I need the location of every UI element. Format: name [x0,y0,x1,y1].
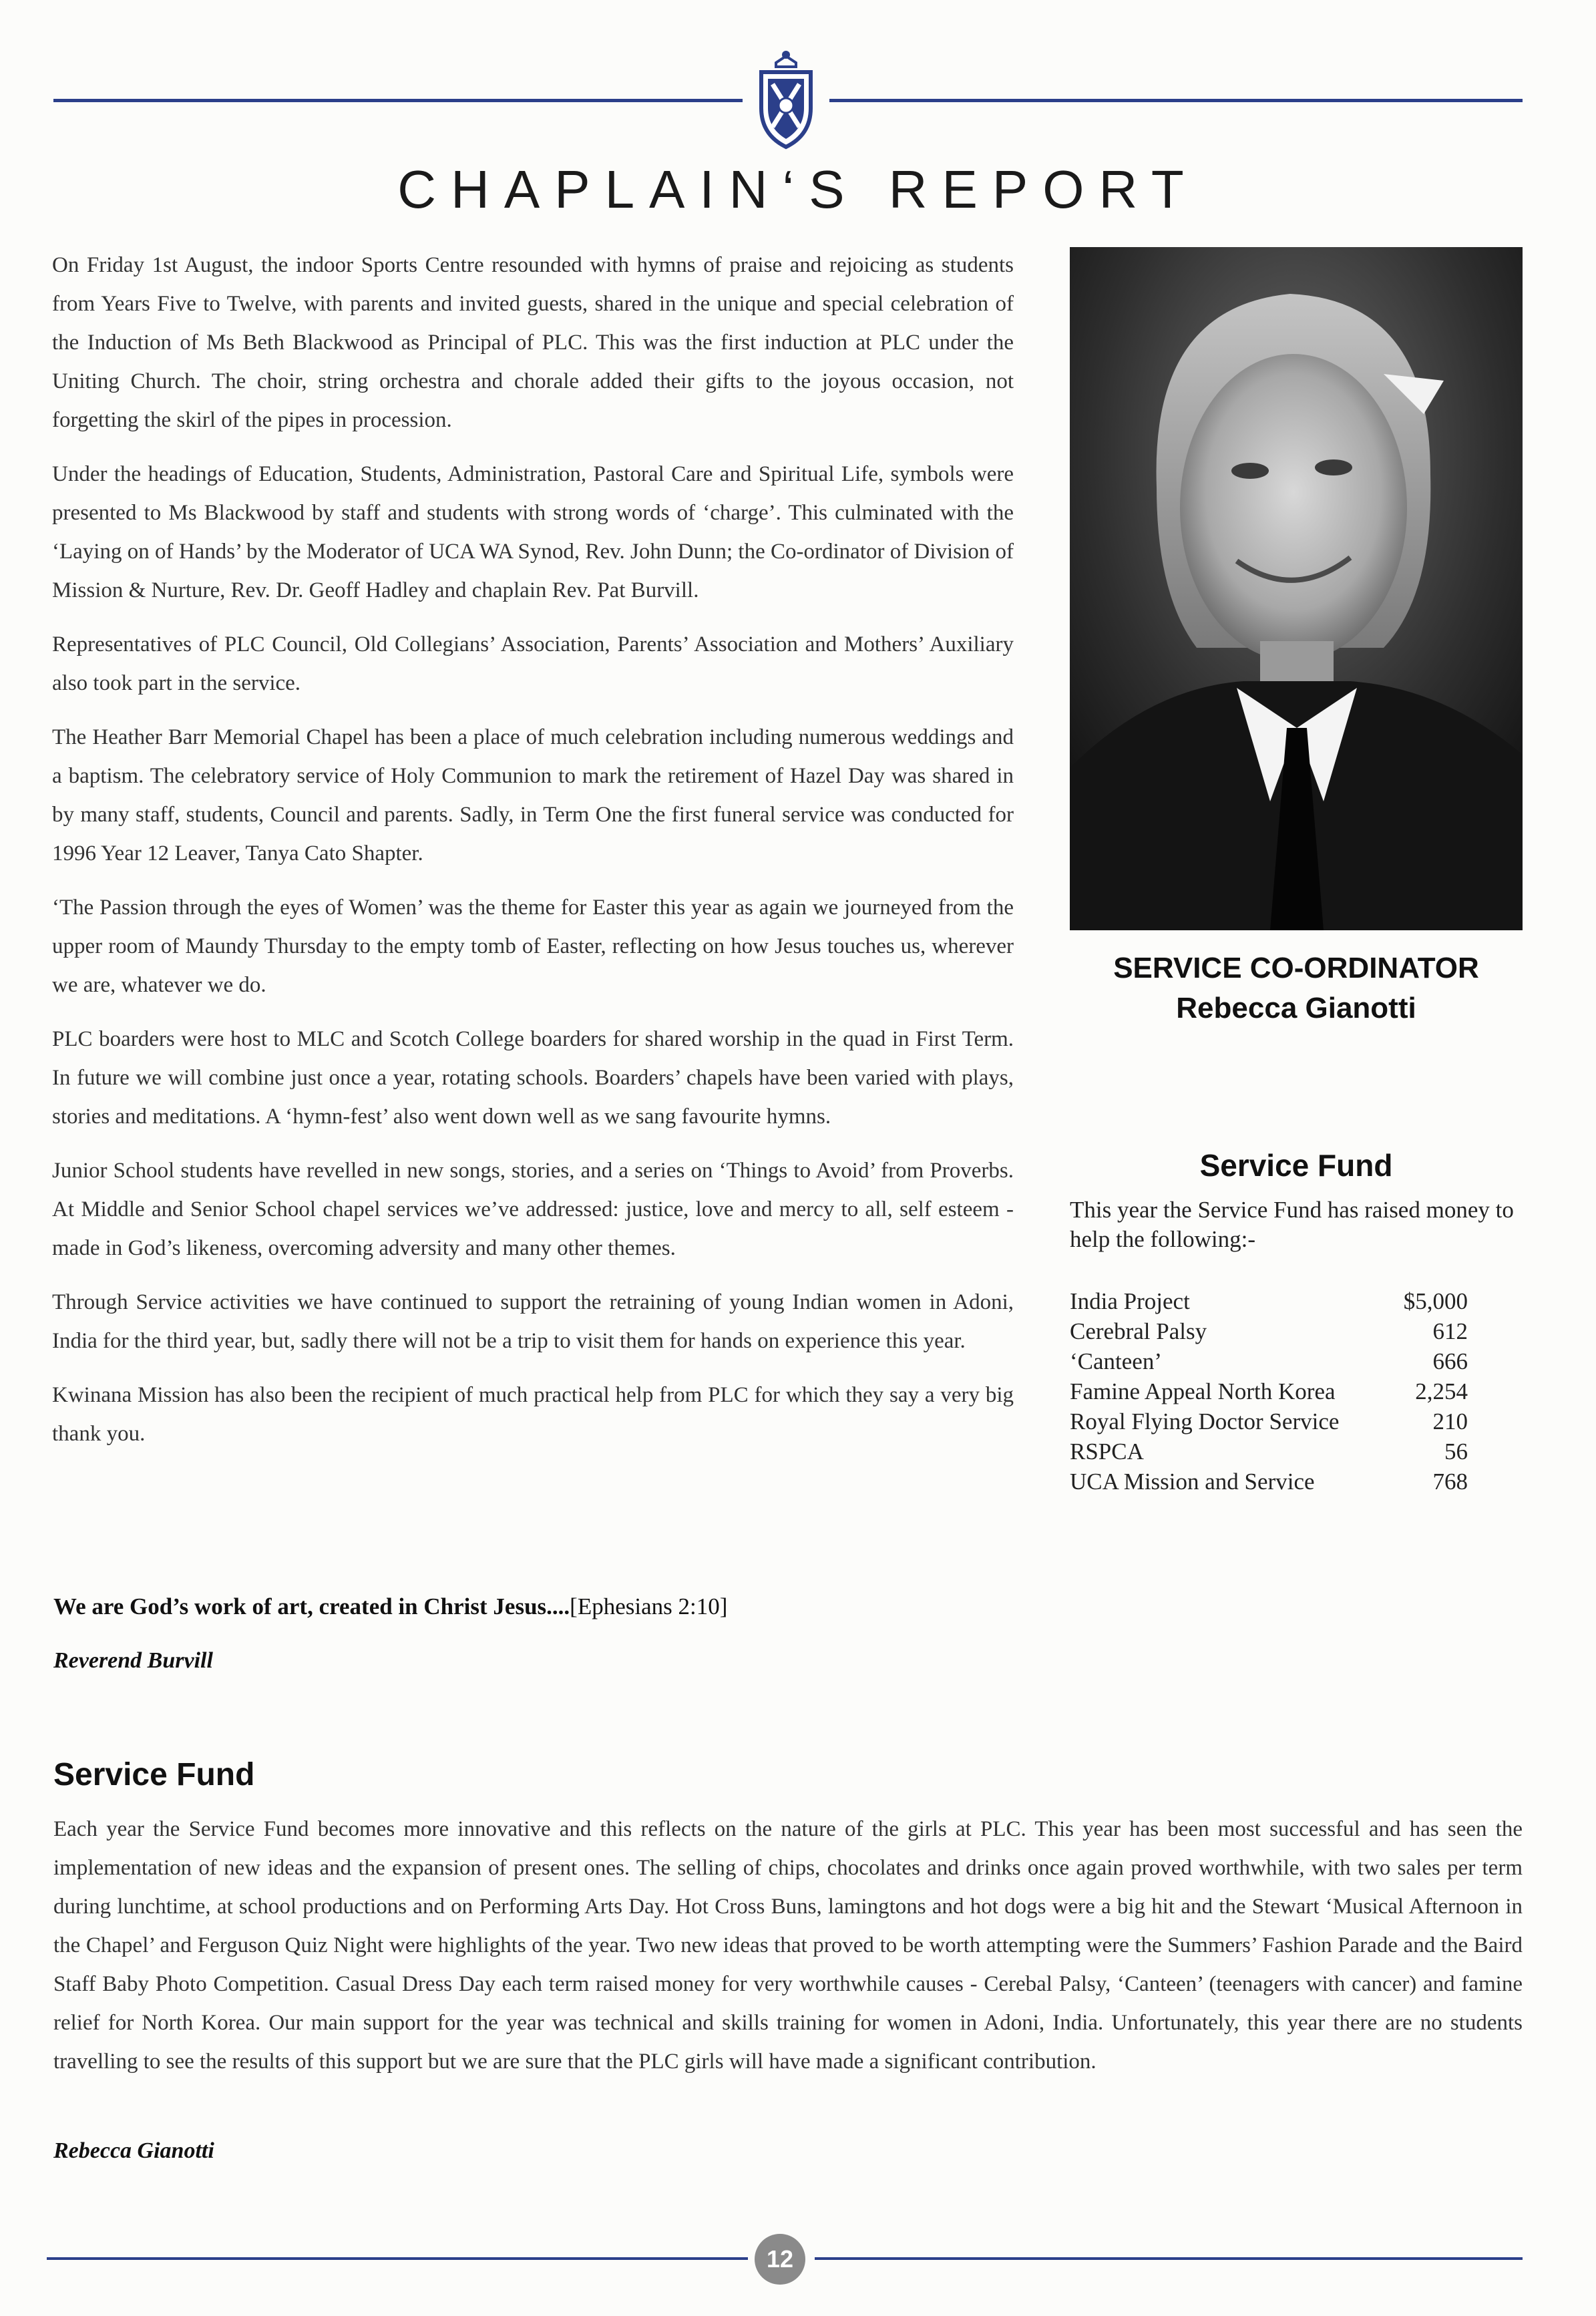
page-title: CHAPLAIN‘S REPORT [397,160,1199,219]
table-row [1070,1467,1468,1497]
article-paragraph: Representatives of PLC Council, Old Collegians’ Association, Parents’ Association and Mothers’ Auxiliary also took part in the service. [52,632,1014,695]
school-crest-icon [743,47,829,154]
fund-item-amount: $5,000 [1403,1288,1468,1314]
fund-item-name: UCA Mission and Service [1070,1469,1315,1495]
fund-item-name: Famine Appeal North Korea [1070,1378,1336,1404]
article-paragraph: Under the headings of Education, Students, Administration, Pastoral Care and Spiritual Life, symbols were presented to Ms Blackwood by staff and students with strong words of ‘charge’. This culminated with the ‘Laying on of Hands’ by the Moderator of UCA WA Synod, Rev. John Dunn; the Co-ordinator of Division of Mission & Nurture, Rev. Dr. Geoff Hadley and chaplain Rev. Pat Burvill. [52,462,1014,602]
coordinator-signature: Rebecca Gianotti [53,2138,214,2163]
fund-item-name: RSPCA [1070,1438,1144,1465]
article-paragraph: PLC boarders were host to MLC and Scotch College boarders for shared worship in the quad in First Term. In future we will combine just once a year, rotating schools. Boarders’ chapels have been varied with plays, stories and meditations. A ‘hymn-fest’ also went down well as we sang favourite hymns. [52,1027,1014,1129]
footer-rule-right [815,2257,1523,2260]
fund-item-amount: 56 [1444,1438,1468,1465]
table-row [1070,1316,1468,1346]
caption-role: SERVICE CO-ORDINATOR [1113,952,1479,984]
fund-item-name: India Project [1070,1288,1190,1314]
table-row [1070,1286,1468,1316]
service-fund-heading: Service Fund [53,1757,255,1792]
fund-table [1070,1286,1468,1497]
fund-item-amount: 666 [1432,1348,1468,1374]
fund-item-amount: 612 [1432,1318,1468,1344]
page-number: 12 [755,2234,805,2285]
fund-item-name: Cerebral Palsy [1070,1318,1207,1344]
service-fund-body: Each year the Service Fund becomes more innovative and this reflects on the nature of the girls at PLC. This year has been most successful and has seen the implementation of new ideas and the expansion of present ones. The selling of chips, chocolates and drinks once again proved worthwhile, with two sales per term during lunchtime, at school productions and on Performing Arts Day. Hot Cross Buns, lamingtons and hot dogs were a big hit and the Stewart ‘Musical Afternoon in the Chapel’ and Ferguson Quiz Night were highlights of the year. Two new ideas that proved to be worth attempting were the Summers’ Fashion Parade and the Baird Staff Baby Photo Competition. Casual Dress Day each term raised money for very worthwhile causes - Cerebal Palsy, ‘Canteen’ (teenagers with cancer) and famine relief for North Korea. Our main support for the year was technical and skills training for women in Adoni, India. Unfortunately, this year there are no students travelling to see the results of this support but we are sure that the PLC girls will have made a significant contribution. [53,1817,1523,2074]
side-fund-title: Service Fund [1199,1148,1393,1183]
article-paragraph: Junior School students have revelled in new songs, stories, and a series on ‘Things to Avoid’ from Proverbs. At Middle and Senior School chapel services we’ve addressed: justice, love and mercy to all, self esteem - made in God’s likeness, overcoming adversity and many other themes. [52,1159,1014,1260]
main-article [52,246,1014,1469]
quote-text: We are God’s work of art, created in Christ Jesus.... [53,1593,570,1619]
article-paragraph: On Friday 1st August, the indoor Sports Centre resounded with hymns of praise and rejoicing as students from Years Five to Twelve, with parents and invited guests, shared in the unique and special celebration of the Induction of Ms Beth Blackwood as Principal of PLC. This was the first induction at PLC under the Uniting Church. The choir, string orchestra and chorale added their gifts to the joyous occasion, not forgetting the skirl of the pipes in procession. [52,253,1014,432]
chaplain-signature: Reverend Burvill [53,1648,213,1673]
caption-name: Rebecca Gianotti [1176,992,1416,1024]
portrait-photo [1070,247,1523,930]
fund-item-name: ‘Canteen’ [1070,1348,1162,1374]
scripture-quote [53,1593,1015,1620]
fund-item-amount: 210 [1432,1408,1468,1434]
table-row [1070,1346,1468,1376]
fund-item-amount: 768 [1432,1469,1468,1495]
photo-caption [1070,948,1523,1028]
quote-reference: [Ephesians 2:10] [570,1593,728,1619]
article-paragraph: Kwinana Mission has also been the recipient of much practical help from PLC for which they say a very big thank you. [52,1383,1014,1446]
table-row [1070,1406,1468,1436]
article-paragraph: Through Service activities we have continued to support the retraining of young Indian women in Adoni, India for the third year, but, sadly there will not be a trip to visit them for hands on experience this year. [52,1290,1014,1353]
footer-rule-left [47,2257,748,2260]
article-paragraph: The Heather Barr Memorial Chapel has been a place of much celebration including numerous weddings and a baptism. The celebratory service of Holy Communion to mark the retirement of Hazel Day was shared in by many staff, students, Council and parents. Sadly, in Term One the first funeral service was conducted for 1996 Year 12 Leaver, Tanya Cato Shapter. [52,725,1014,865]
article-paragraph: ‘The Passion through the eyes of Women’ was the theme for Easter this year as again we journeyed from the upper room of Maundy Thursday to the empty tomb of Easter, reflecting on how Jesus touches us, wherever we are, whatever we do. [52,896,1014,997]
table-row [1070,1436,1468,1467]
fund-item-amount: 2,254 [1415,1378,1468,1404]
table-row [1070,1376,1468,1406]
fund-item-name: Royal Flying Doctor Service [1070,1408,1340,1434]
side-fund-intro: This year the Service Fund has raised money to help the following:- [1070,1197,1514,1252]
